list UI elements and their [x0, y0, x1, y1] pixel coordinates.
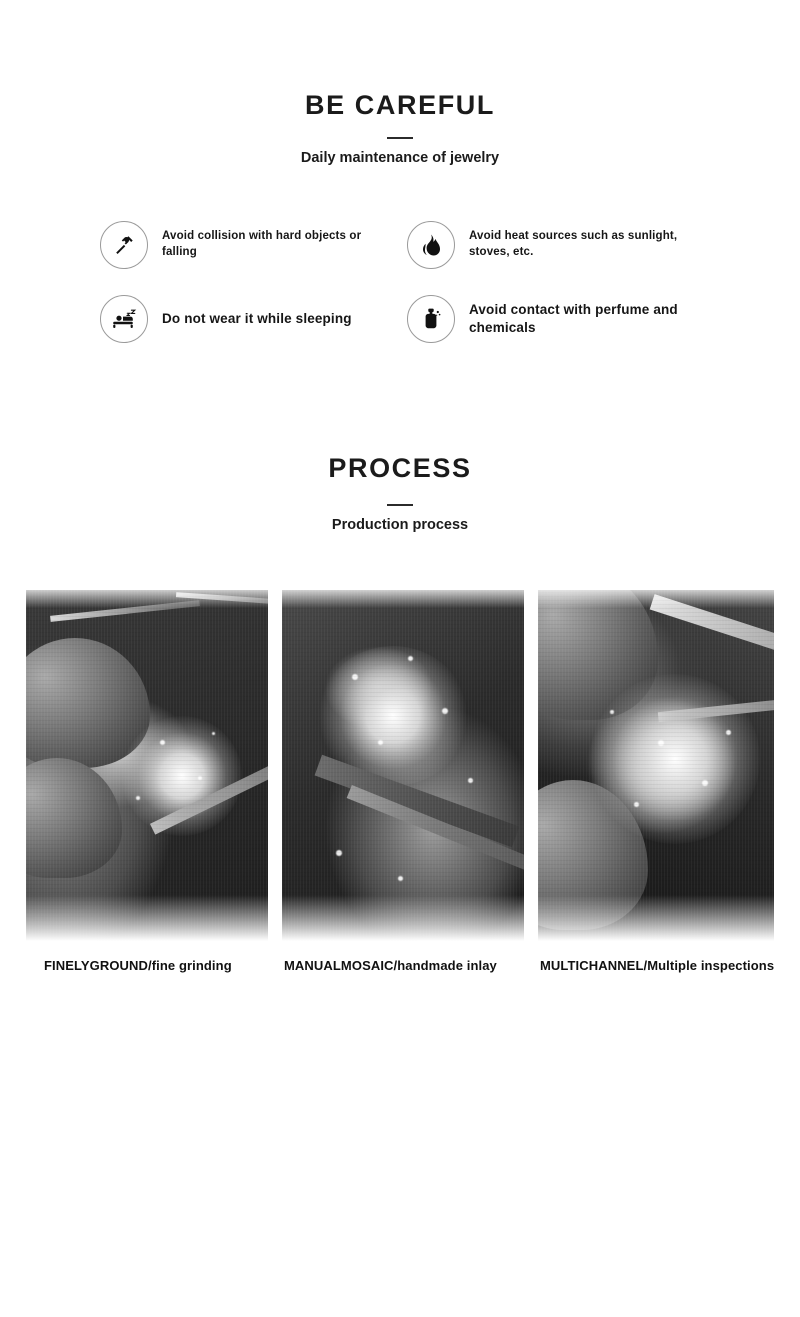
care-tips-grid — [0, 221, 800, 343]
care-tip-label: Avoid collision with hard objects or falling — [162, 230, 362, 258]
process-caption: MULTICHANNEL/Multiple inspections — [540, 957, 775, 973]
care-tip-label: Avoid contact with perfume and chemicals — [469, 301, 678, 335]
care-tip-heat — [407, 221, 704, 269]
flame-icon — [407, 221, 455, 269]
process-title: PROCESS — [328, 452, 472, 483]
process-steps — [0, 590, 800, 973]
care-tip-perfume — [407, 295, 704, 343]
care-tip-label: Avoid heat sources such as sunlight, stoves, etc. — [469, 230, 678, 258]
title-divider — [387, 137, 413, 139]
page-title: BE CAREFUL — [305, 90, 495, 121]
hammer-icon — [100, 221, 148, 269]
process-caption: MANUALMOSAIC/handmade inlay — [284, 957, 497, 973]
care-tip-label: Do not wear it while sleeping — [162, 310, 352, 326]
process-subtitle: Production process — [331, 517, 469, 534]
process-step-1 — [26, 590, 268, 973]
process-image-multiple-inspections — [538, 590, 774, 941]
careful-subtitle: Daily maintenance of jewelry — [300, 150, 500, 167]
care-tip-collision — [100, 221, 397, 269]
process-image-fine-grinding — [26, 590, 268, 941]
process-step-2 — [282, 590, 524, 973]
process-step-3 — [538, 590, 774, 973]
be-careful-section — [0, 0, 800, 343]
process-caption: FINELYGROUND/fine grinding — [44, 957, 232, 973]
care-tip-sleeping — [100, 295, 397, 343]
process-image-handmade-inlay — [282, 590, 524, 941]
process-divider — [387, 504, 413, 506]
process-section — [0, 452, 800, 973]
perfume-bottle-icon — [407, 295, 455, 343]
bed-icon — [100, 295, 148, 343]
